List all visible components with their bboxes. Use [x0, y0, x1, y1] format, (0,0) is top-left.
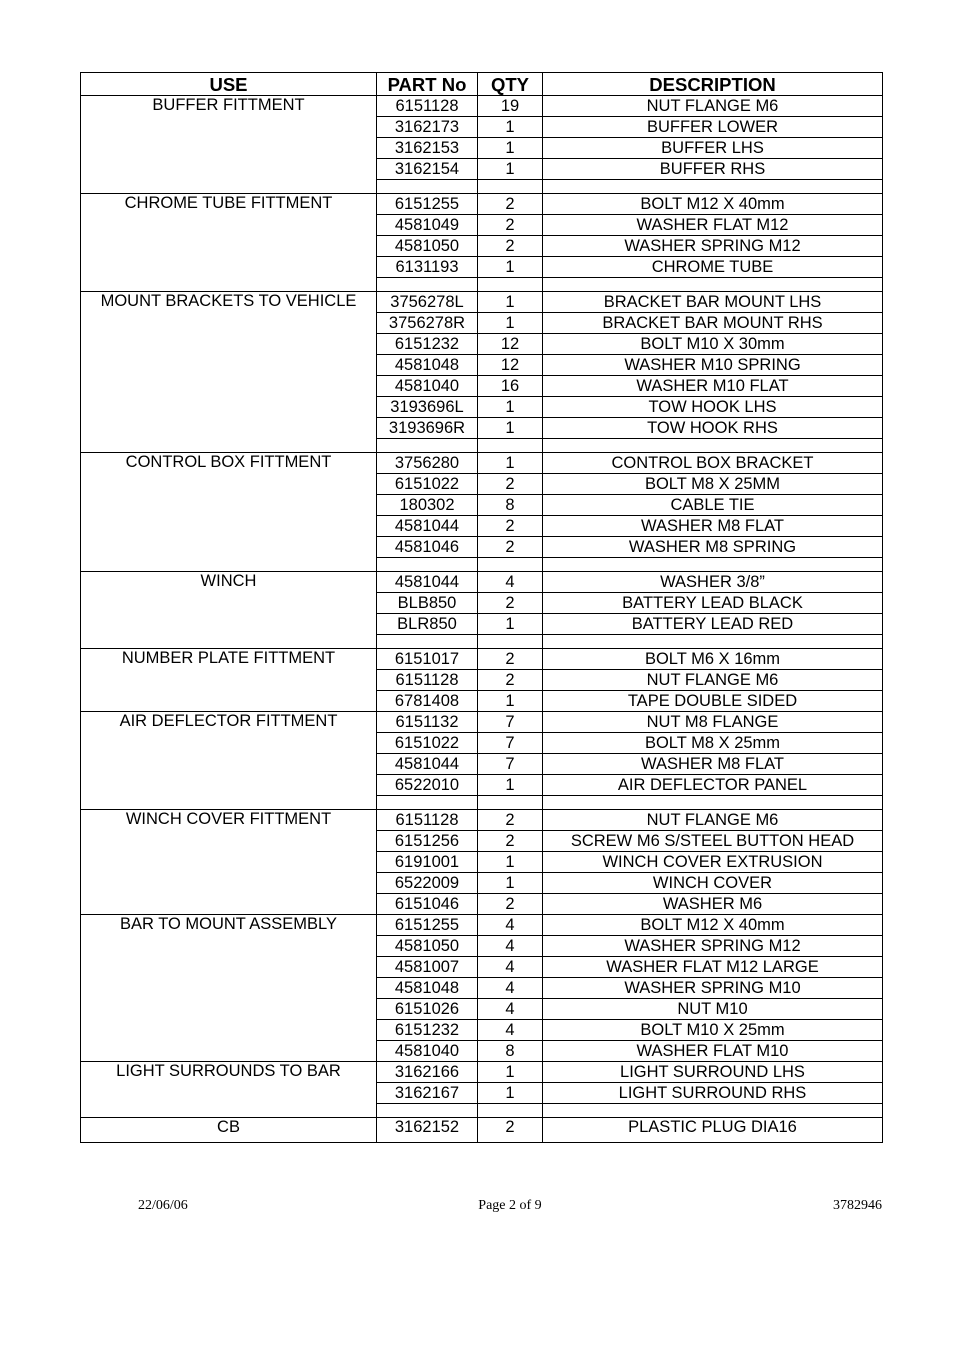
description-cell: CABLE TIE [543, 495, 883, 516]
description-cell: WASHER SPRING M12 [543, 936, 883, 957]
spacer-cell [377, 796, 478, 810]
qty-cell: 1 [478, 852, 543, 873]
part-no-cell: 4581040 [377, 376, 478, 397]
table-row [81, 712, 883, 733]
table-row [81, 810, 883, 831]
description-cell: BUFFER LHS [543, 138, 883, 159]
use-cell: BUFFER FITTMENT [81, 96, 377, 194]
qty-cell: 2 [478, 474, 543, 495]
qty-cell: 1 [478, 117, 543, 138]
qty-cell: 2 [478, 236, 543, 257]
qty-cell: 2 [478, 215, 543, 236]
spacer-cell [478, 278, 543, 292]
description-cell: BUFFER RHS [543, 159, 883, 180]
spacer-cell [543, 278, 883, 292]
table-row [81, 572, 883, 593]
description-cell: BOLT M10 X 25mm [543, 1020, 883, 1041]
qty-cell: 19 [478, 96, 543, 117]
part-no-cell: 3756278L [377, 292, 478, 313]
description-cell: BOLT M10 X 30mm [543, 334, 883, 355]
use-cell: BAR TO MOUNT ASSEMBLY [81, 915, 377, 1062]
qty-cell: 1 [478, 614, 543, 635]
part-no-cell: 4581050 [377, 236, 478, 257]
spacer-cell [543, 558, 883, 572]
spacer-cell [478, 1104, 543, 1118]
footer-date: 22/06/06 [138, 1198, 188, 1213]
qty-cell: 1 [478, 257, 543, 278]
description-cell: BUFFER LOWER [543, 117, 883, 138]
description-cell: WASHER FLAT M12 [543, 215, 883, 236]
description-cell: NUT FLANGE M6 [543, 96, 883, 117]
use-cell: CHROME TUBE FITTMENT [81, 194, 377, 292]
part-no-cell: 4581046 [377, 537, 478, 558]
description-cell: NUT FLANGE M6 [543, 670, 883, 691]
use-cell: LIGHT SURROUNDS TO BAR [81, 1062, 377, 1118]
qty-cell: 4 [478, 915, 543, 936]
spacer-cell [543, 180, 883, 194]
part-no-cell: 6151255 [377, 194, 478, 215]
header-qty: QTY [478, 73, 543, 96]
description-cell: WASHER FLAT M12 LARGE [543, 957, 883, 978]
part-no-cell: 180302 [377, 495, 478, 516]
header-use: USE [81, 73, 377, 96]
part-no-cell: 6151128 [377, 810, 478, 831]
part-no-cell: 6151132 [377, 712, 478, 733]
description-cell: PLASTIC PLUG DIA16 [543, 1118, 883, 1143]
part-no-cell: 4581007 [377, 957, 478, 978]
qty-cell: 7 [478, 712, 543, 733]
use-cell: WINCH COVER FITTMENT [81, 810, 377, 915]
description-cell: CONTROL BOX BRACKET [543, 453, 883, 474]
qty-cell: 12 [478, 355, 543, 376]
spacer-cell [478, 439, 543, 453]
use-cell: AIR DEFLECTOR FITTMENT [81, 712, 377, 810]
qty-cell: 2 [478, 194, 543, 215]
description-cell: WASHER SPRING M12 [543, 236, 883, 257]
description-cell: BOLT M12 X 40mm [543, 194, 883, 215]
description-cell: BRACKET BAR MOUNT RHS [543, 313, 883, 334]
description-cell: BATTERY LEAD BLACK [543, 593, 883, 614]
qty-cell: 1 [478, 1062, 543, 1083]
description-cell: NUT M8 FLANGE [543, 712, 883, 733]
part-no-cell: 6151232 [377, 1020, 478, 1041]
table-row [81, 96, 883, 117]
qty-cell: 2 [478, 516, 543, 537]
part-no-cell: 4581048 [377, 355, 478, 376]
part-no-cell: 6151256 [377, 831, 478, 852]
table-row [81, 915, 883, 936]
parts-body [81, 96, 883, 1143]
qty-cell: 2 [478, 1118, 543, 1143]
qty-cell: 1 [478, 453, 543, 474]
part-no-cell: 4581044 [377, 754, 478, 775]
spacer-cell [377, 1104, 478, 1118]
qty-cell: 1 [478, 159, 543, 180]
description-cell: BATTERY LEAD RED [543, 614, 883, 635]
part-no-cell: 6151046 [377, 894, 478, 915]
qty-cell: 1 [478, 292, 543, 313]
qty-cell: 2 [478, 670, 543, 691]
spacer-cell [377, 278, 478, 292]
description-cell: WASHER SPRING M10 [543, 978, 883, 999]
footer-page-number: Page 2 of 9 [478, 1198, 542, 1213]
description-cell: WASHER M10 SPRING [543, 355, 883, 376]
description-cell: AIR DEFLECTOR PANEL [543, 775, 883, 796]
part-no-cell: 3162154 [377, 159, 478, 180]
qty-cell: 2 [478, 649, 543, 670]
qty-cell: 4 [478, 957, 543, 978]
qty-cell: 2 [478, 593, 543, 614]
qty-cell: 4 [478, 936, 543, 957]
part-no-cell: 4581044 [377, 572, 478, 593]
description-cell: NUT FLANGE M6 [543, 810, 883, 831]
use-cell: WINCH [81, 572, 377, 649]
part-no-cell: 3193696L [377, 397, 478, 418]
footer-document-number: 3782946 [833, 1198, 882, 1213]
part-no-cell: 6522009 [377, 873, 478, 894]
qty-cell: 7 [478, 733, 543, 754]
part-no-cell: 3193696R [377, 418, 478, 439]
part-no-cell: 6781408 [377, 691, 478, 712]
part-no-cell: BLB850 [377, 593, 478, 614]
qty-cell: 1 [478, 691, 543, 712]
description-cell: TOW HOOK LHS [543, 397, 883, 418]
spacer-cell [478, 796, 543, 810]
table-row [81, 649, 883, 670]
qty-cell: 1 [478, 775, 543, 796]
part-no-cell: 6151026 [377, 999, 478, 1020]
description-cell: TAPE DOUBLE SIDED [543, 691, 883, 712]
part-no-cell: 6131193 [377, 257, 478, 278]
spacer-cell [377, 558, 478, 572]
spacer-cell [543, 635, 883, 649]
description-cell: WASHER 3/8” [543, 572, 883, 593]
table-row [81, 292, 883, 313]
qty-cell: 8 [478, 1041, 543, 1062]
use-cell: CB [81, 1118, 377, 1143]
header-row [81, 73, 883, 96]
description-cell: WASHER M8 SPRING [543, 537, 883, 558]
description-cell: BRACKET BAR MOUNT LHS [543, 292, 883, 313]
part-no-cell: 4581048 [377, 978, 478, 999]
spacer-cell [377, 180, 478, 194]
qty-cell: 2 [478, 810, 543, 831]
qty-cell: 1 [478, 418, 543, 439]
part-no-cell: 6522010 [377, 775, 478, 796]
table-row [81, 1062, 883, 1083]
qty-cell: 7 [478, 754, 543, 775]
spacer-cell [377, 635, 478, 649]
spacer-cell [543, 1104, 883, 1118]
table-row [81, 1118, 883, 1143]
qty-cell: 1 [478, 397, 543, 418]
part-no-cell: 3162167 [377, 1083, 478, 1104]
table-row [81, 194, 883, 215]
table-row [81, 453, 883, 474]
part-no-cell: BLR850 [377, 614, 478, 635]
part-no-cell: 6191001 [377, 852, 478, 873]
qty-cell: 1 [478, 873, 543, 894]
qty-cell: 2 [478, 537, 543, 558]
part-no-cell: 4581049 [377, 215, 478, 236]
part-no-cell: 6151232 [377, 334, 478, 355]
description-cell: WINCH COVER EXTRUSION [543, 852, 883, 873]
qty-cell: 1 [478, 1083, 543, 1104]
part-no-cell: 6151128 [377, 96, 478, 117]
description-cell: WINCH COVER [543, 873, 883, 894]
part-no-cell: 4581050 [377, 936, 478, 957]
part-no-cell: 3162166 [377, 1062, 478, 1083]
parts-table [80, 72, 883, 1143]
qty-cell: 4 [478, 1020, 543, 1041]
description-cell: NUT M10 [543, 999, 883, 1020]
qty-cell: 2 [478, 831, 543, 852]
spacer-cell [377, 439, 478, 453]
qty-cell: 4 [478, 572, 543, 593]
description-cell: BOLT M6 X 16mm [543, 649, 883, 670]
qty-cell: 4 [478, 999, 543, 1020]
part-no-cell: 3162152 [377, 1118, 478, 1143]
description-cell: WASHER M10 FLAT [543, 376, 883, 397]
qty-cell: 12 [478, 334, 543, 355]
qty-cell: 1 [478, 313, 543, 334]
header-part-no: PART No [377, 73, 478, 96]
description-cell: BOLT M8 X 25mm [543, 733, 883, 754]
part-no-cell: 3756280 [377, 453, 478, 474]
qty-cell: 2 [478, 894, 543, 915]
description-cell: WASHER FLAT M10 [543, 1041, 883, 1062]
part-no-cell: 4581040 [377, 1041, 478, 1062]
spacer-cell [543, 439, 883, 453]
part-no-cell: 6151128 [377, 670, 478, 691]
qty-cell: 16 [478, 376, 543, 397]
part-no-cell: 3756278R [377, 313, 478, 334]
description-cell: TOW HOOK RHS [543, 418, 883, 439]
part-no-cell: 6151255 [377, 915, 478, 936]
description-cell: LIGHT SURROUND LHS [543, 1062, 883, 1083]
description-cell: LIGHT SURROUND RHS [543, 1083, 883, 1104]
spacer-cell [478, 558, 543, 572]
spacer-cell [543, 796, 883, 810]
header-description: DESCRIPTION [543, 73, 883, 96]
use-cell: MOUNT BRACKETS TO VEHICLE [81, 292, 377, 453]
spacer-cell [478, 180, 543, 194]
part-no-cell: 3162173 [377, 117, 478, 138]
description-cell: WASHER M8 FLAT [543, 754, 883, 775]
part-no-cell: 4581044 [377, 516, 478, 537]
qty-cell: 8 [478, 495, 543, 516]
part-no-cell: 6151022 [377, 733, 478, 754]
description-cell: WASHER M6 [543, 894, 883, 915]
part-no-cell: 6151017 [377, 649, 478, 670]
part-no-cell: 3162153 [377, 138, 478, 159]
description-cell: SCREW M6 S/STEEL BUTTON HEAD [543, 831, 883, 852]
qty-cell: 1 [478, 138, 543, 159]
spacer-cell [478, 635, 543, 649]
use-cell: NUMBER PLATE FITTMENT [81, 649, 377, 712]
description-cell: CHROME TUBE [543, 257, 883, 278]
part-no-cell: 6151022 [377, 474, 478, 495]
description-cell: WASHER M8 FLAT [543, 516, 883, 537]
description-cell: BOLT M12 X 40mm [543, 915, 883, 936]
qty-cell: 4 [478, 978, 543, 999]
description-cell: BOLT M8 X 25MM [543, 474, 883, 495]
use-cell: CONTROL BOX FITTMENT [81, 453, 377, 572]
